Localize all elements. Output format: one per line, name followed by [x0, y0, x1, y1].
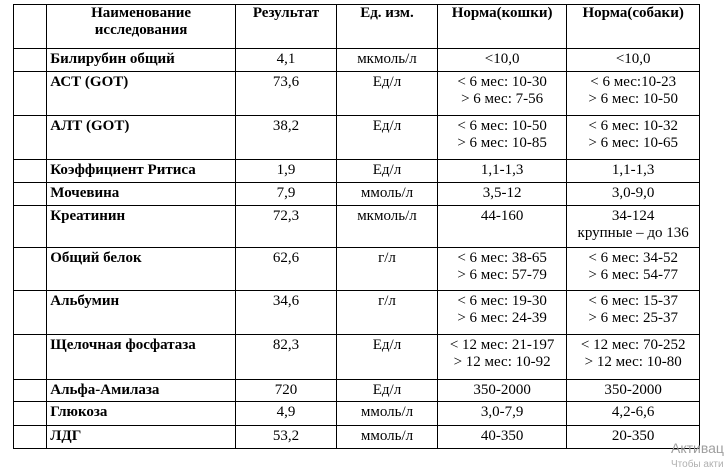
- norm-cats: [437, 248, 566, 291]
- norm-dogs: [567, 160, 700, 183]
- norm-cats: [437, 206, 566, 248]
- unit-value: Ед/л: [337, 116, 438, 160]
- norm-line: 3,5-12: [482, 185, 522, 201]
- unit-value: ммоль/л: [337, 183, 438, 206]
- norm-dogs: [567, 380, 700, 402]
- norm-dogs: [567, 335, 700, 380]
- table-row: [14, 49, 700, 72]
- norm-dogs: [567, 183, 700, 206]
- result-value: 53,2: [235, 426, 336, 449]
- table-row: [14, 116, 700, 160]
- row-blank-cell: [14, 335, 47, 380]
- result-value: 73,6: [235, 72, 336, 116]
- row-blank-cell: [14, 426, 47, 449]
- row-blank-cell: [14, 116, 47, 160]
- norm-cats: [437, 335, 566, 380]
- norm-line: 1,1-1,3: [480, 162, 524, 178]
- lab-results-table: [13, 4, 700, 449]
- row-blank-cell: [14, 402, 47, 426]
- unit-value: Ед/л: [337, 380, 438, 402]
- norm-line: < 6 мес: 10-32: [588, 118, 678, 134]
- norm-line: > 6 мес: 25-37: [588, 310, 678, 326]
- norm-line: > 12 мес: 10-80: [584, 354, 682, 370]
- row-blank-cell: [14, 248, 47, 291]
- norm-line: > 6 мес: 10-50: [588, 91, 678, 107]
- row-blank-cell: [14, 72, 47, 116]
- row-blank-cell: [14, 183, 47, 206]
- test-name: ЛДГ: [47, 426, 236, 449]
- norm-cats: [437, 116, 566, 160]
- header-unit: Ед. изм.: [337, 5, 438, 49]
- blank-header-cell: [14, 5, 47, 49]
- header-result: Результат: [235, 5, 336, 49]
- result-value: 4,9: [235, 402, 336, 426]
- norm-line: < 6 мес:10-23: [590, 74, 677, 90]
- norm-line: > 6 мес: 57-79: [457, 267, 547, 283]
- norm-line: крупные – до 136: [577, 225, 689, 241]
- norm-cats: [437, 183, 566, 206]
- norm-dogs: [567, 72, 700, 116]
- test-name: АСТ (GOT): [47, 72, 236, 116]
- result-value: 72,3: [235, 206, 336, 248]
- norm-line: > 6 мес: 10-85: [457, 135, 547, 151]
- norm-line: < 12 мес: 70-252: [580, 337, 686, 353]
- table-row: [14, 402, 700, 426]
- norm-line: 40-350: [480, 428, 524, 444]
- row-blank-cell: [14, 206, 47, 248]
- norm-line: < 6 мес: 15-37: [588, 293, 678, 309]
- norm-line: 350-2000: [473, 382, 531, 398]
- header-name: Наименование исследования: [47, 5, 236, 49]
- norm-line: <10,0: [615, 51, 651, 67]
- unit-value: Ед/л: [337, 335, 438, 380]
- norm-cats: [437, 426, 566, 449]
- norm-dogs: [567, 291, 700, 335]
- norm-line: 4,2-6,6: [611, 404, 655, 420]
- unit-value: г/л: [337, 291, 438, 335]
- table-row: [14, 335, 700, 380]
- norm-line: <10,0: [484, 51, 520, 67]
- result-value: 4,1: [235, 49, 336, 72]
- test-name: Альбумин: [47, 291, 236, 335]
- unit-value: мкмоль/л: [337, 206, 438, 248]
- row-blank-cell: [14, 160, 47, 183]
- norm-cats: [437, 160, 566, 183]
- table-row: [14, 206, 700, 248]
- test-name: Альфа-Амилаза: [47, 380, 236, 402]
- norm-line: > 6 мес: 7-56: [461, 91, 544, 107]
- table-header-row: [14, 5, 700, 49]
- table-row: [14, 160, 700, 183]
- norm-line: 20-350: [611, 428, 655, 444]
- header-norm-dogs: Норма(собаки): [567, 5, 700, 49]
- norm-line: > 6 мес: 24-39: [457, 310, 547, 326]
- norm-dogs: [567, 49, 700, 72]
- test-name: Глюкоза: [47, 402, 236, 426]
- unit-value: г/л: [337, 248, 438, 291]
- table-row: [14, 248, 700, 291]
- result-value: 7,9: [235, 183, 336, 206]
- table-row: [14, 183, 700, 206]
- row-blank-cell: [14, 380, 47, 402]
- norm-line: 3,0-7,9: [480, 404, 524, 420]
- norm-line: < 6 мес: 10-50: [457, 118, 547, 134]
- table-row: [14, 72, 700, 116]
- norm-dogs: [567, 116, 700, 160]
- test-name: Билирубин общий: [47, 49, 236, 72]
- norm-line: 1,1-1,3: [611, 162, 655, 178]
- norm-dogs: [567, 402, 700, 426]
- table-body: [14, 49, 700, 449]
- norm-line: > 6 мес: 54-77: [588, 267, 678, 283]
- result-value: 720: [235, 380, 336, 402]
- result-value: 62,6: [235, 248, 336, 291]
- norm-line: < 6 мес: 34-52: [588, 250, 678, 266]
- norm-line: 350-2000: [604, 382, 662, 398]
- norm-cats: [437, 380, 566, 402]
- norm-line: 34-124: [611, 208, 655, 224]
- norm-line: 44-160: [480, 208, 524, 224]
- test-name: Креатинин: [47, 206, 236, 248]
- norm-dogs: [567, 248, 700, 291]
- unit-value: ммоль/л: [337, 426, 438, 449]
- unit-value: Ед/л: [337, 72, 438, 116]
- norm-line: < 6 мес: 10-30: [457, 74, 547, 90]
- table-row: [14, 291, 700, 335]
- header-norm-cats: Норма(кошки): [437, 5, 566, 49]
- norm-cats: [437, 402, 566, 426]
- table-row: [14, 380, 700, 402]
- test-name: Щелочная фосфатаза: [47, 335, 236, 380]
- result-value: 34,6: [235, 291, 336, 335]
- norm-dogs: [567, 206, 700, 248]
- activation-watermark: Активац: [671, 440, 724, 456]
- norm-cats: [437, 72, 566, 116]
- row-blank-cell: [14, 291, 47, 335]
- unit-value: мкмоль/л: [337, 49, 438, 72]
- result-value: 38,2: [235, 116, 336, 160]
- unit-value: ммоль/л: [337, 402, 438, 426]
- norm-line: < 12 мес: 21-197: [449, 337, 555, 353]
- result-value: 82,3: [235, 335, 336, 380]
- test-name: АЛТ (GOT): [47, 116, 236, 160]
- table-row: [14, 426, 700, 449]
- result-value: 1,9: [235, 160, 336, 183]
- norm-line: < 6 мес: 19-30: [457, 293, 547, 309]
- norm-line: 3,0-9,0: [611, 185, 655, 201]
- norm-line: > 6 мес: 10-65: [588, 135, 678, 151]
- activation-watermark-sub: Чтобы акти: [671, 459, 724, 470]
- norm-line: < 6 мес: 38-65: [457, 250, 547, 266]
- norm-line: > 12 мес: 10-92: [453, 354, 551, 370]
- test-name: Коэффициент Ритиса: [47, 160, 236, 183]
- norm-cats: [437, 291, 566, 335]
- test-name: Общий белок: [47, 248, 236, 291]
- unit-value: Ед/л: [337, 160, 438, 183]
- test-name: Мочевина: [47, 183, 236, 206]
- norm-cats: [437, 49, 566, 72]
- row-blank-cell: [14, 49, 47, 72]
